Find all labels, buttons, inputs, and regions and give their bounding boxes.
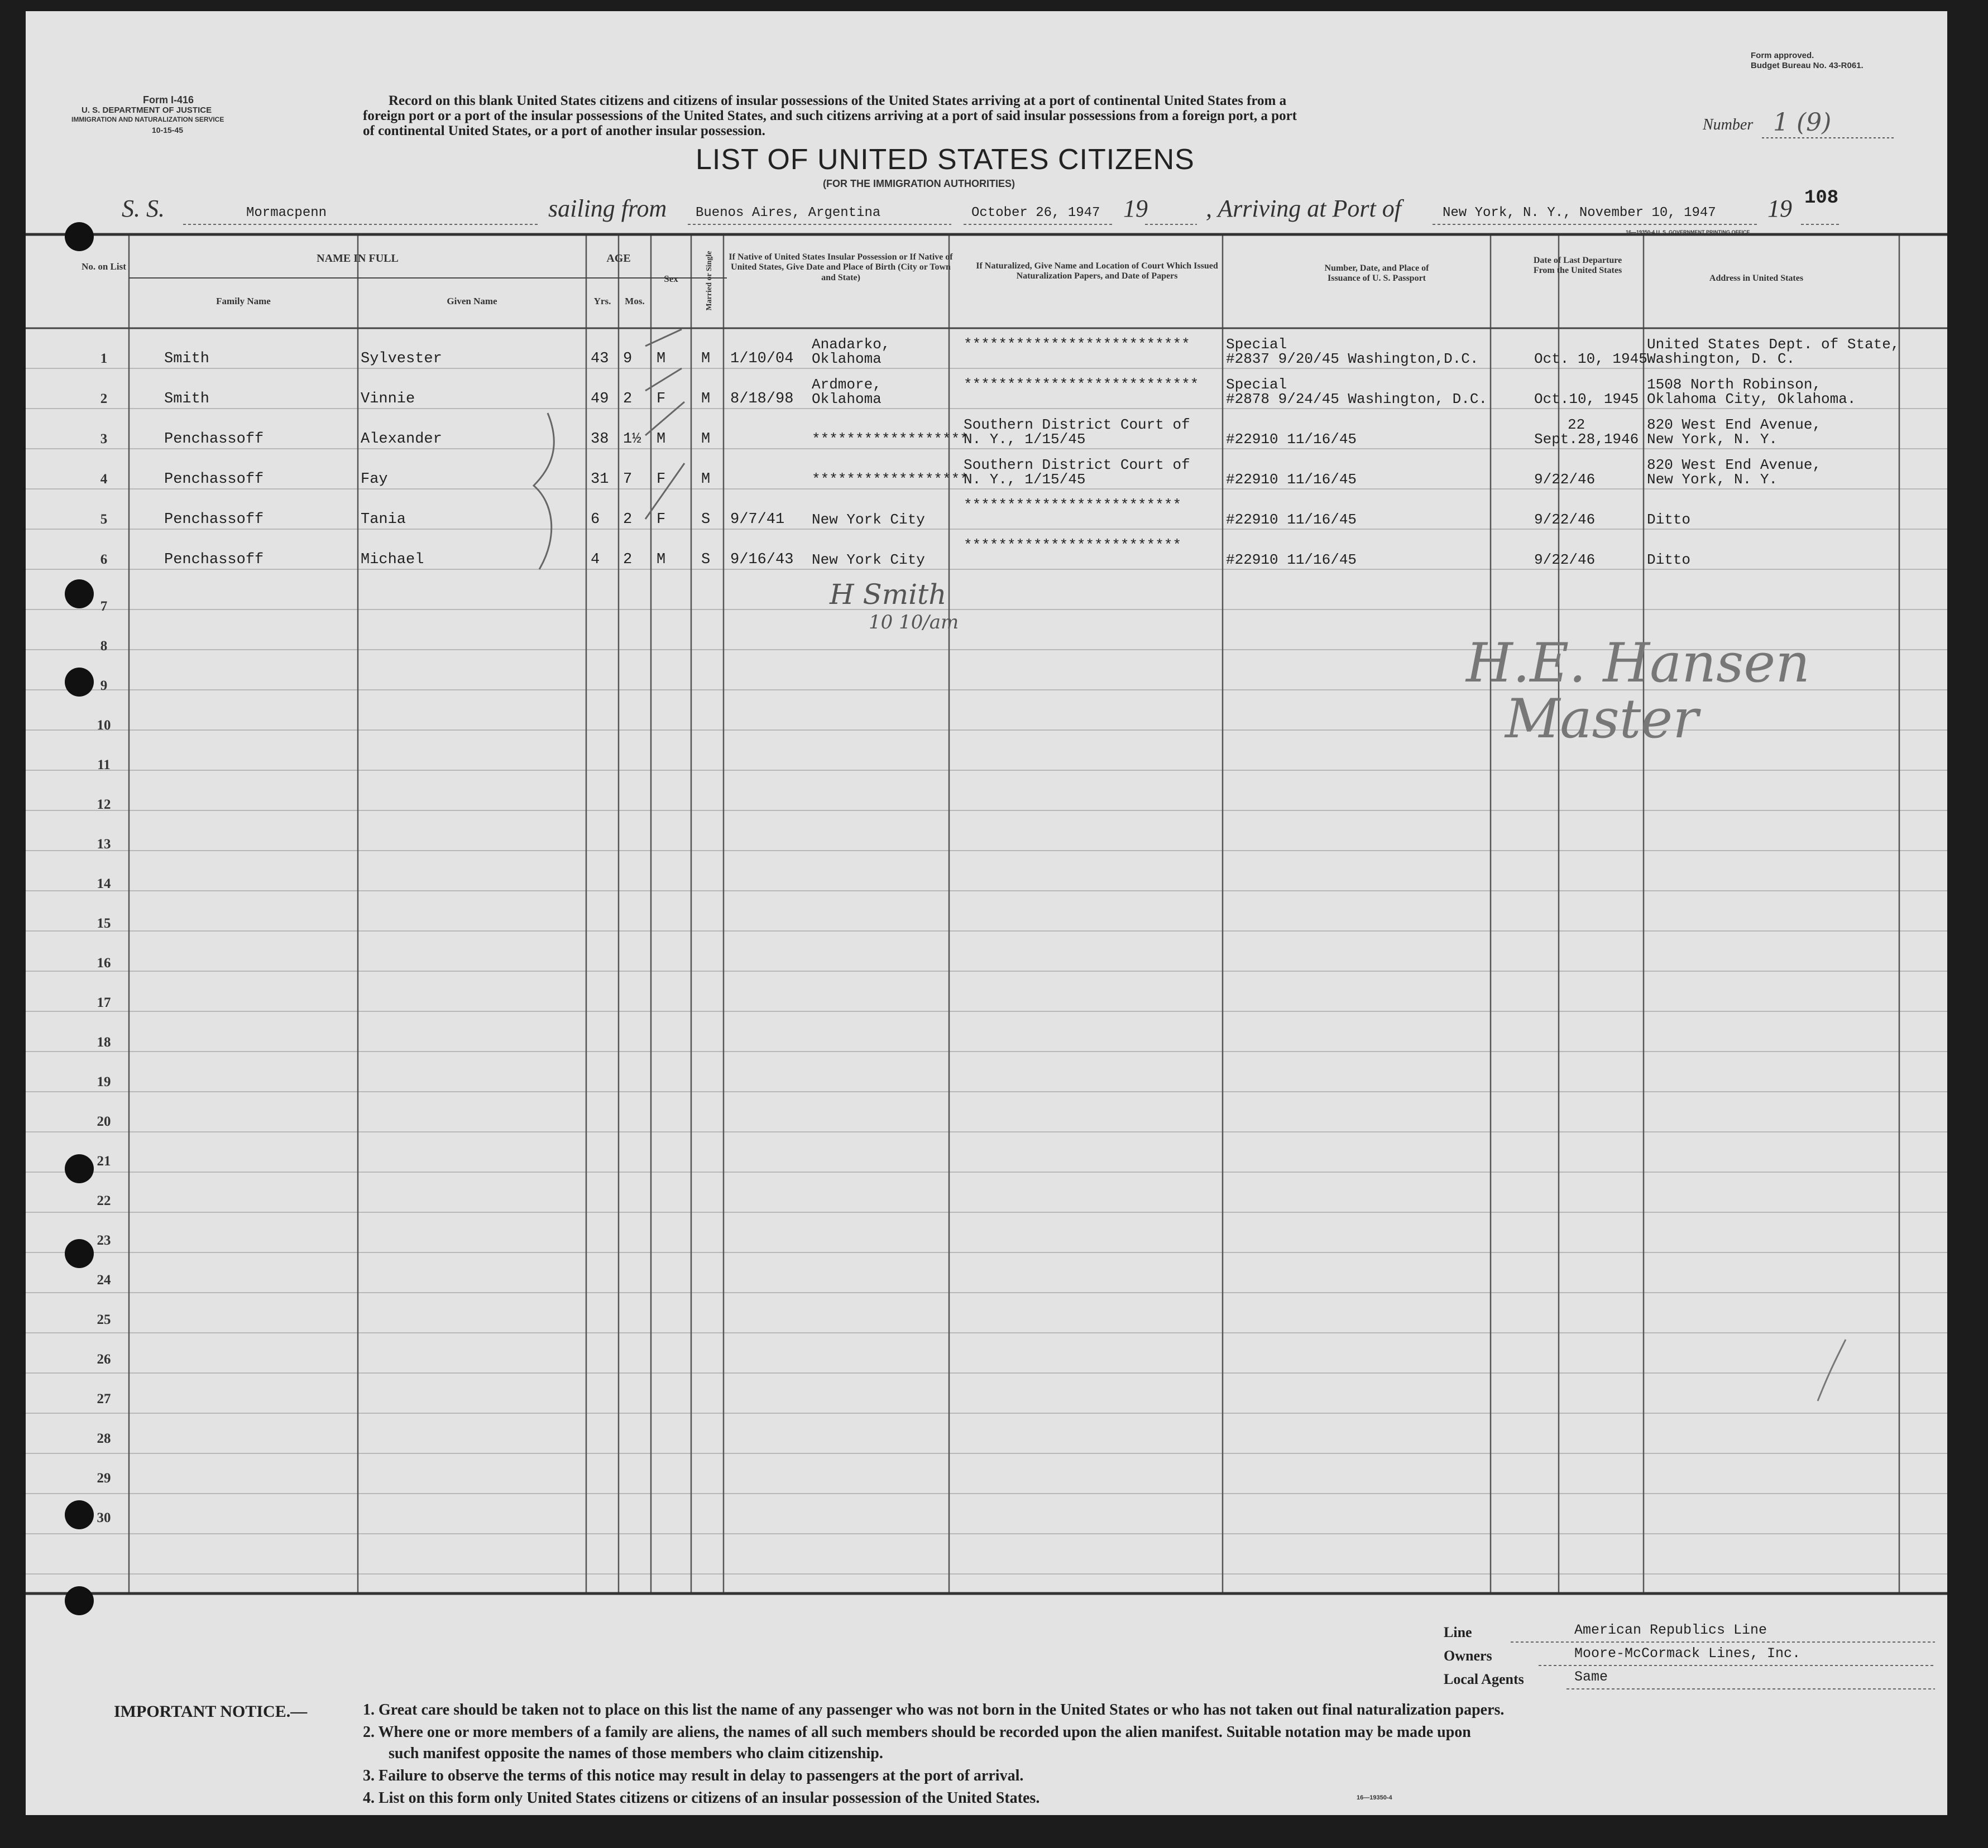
arriving-label: , Arriving at Port of [1206, 195, 1401, 222]
col-mos: Mos. [625, 296, 645, 306]
family-name: Smith [164, 391, 210, 407]
notice-item-4: 4. List on this form only United States citizens or citizens of an insular possession of the United States. [363, 1789, 1040, 1807]
birth-date: 1/10/04 [730, 351, 794, 367]
col-naturalized: If Naturalized, Give Name and Location of Court Which Issued Naturalization Papers, and Date of Papers [976, 261, 1218, 281]
row-number: 30 [97, 1510, 111, 1525]
notice-item-1: 1. Great care should be taken not to place on this list the name of any passenger who was not born in the United States or who has not taken out final naturalization papers. [363, 1701, 1505, 1719]
passport-type: Special [1226, 376, 1287, 393]
row-number: 3 [100, 431, 108, 447]
col-name-in-full: NAME IN FULL [317, 252, 399, 265]
passport-details: #2878 9/24/45 Washington, D.C. [1226, 391, 1488, 407]
ship-name: Mormacpenn [246, 205, 327, 220]
last-departure: Oct. 10, 1945 [1534, 351, 1647, 367]
passport-details: #22910 11/16/45 [1226, 551, 1357, 568]
age-years: 6 [591, 511, 600, 528]
owners-label: Owners [1444, 1648, 1492, 1664]
row-number: 12 [97, 797, 111, 812]
arrival-port: New York, N. Y., November 10, 1947 [1443, 205, 1716, 220]
birth-place: Ardmore, [812, 376, 882, 393]
family-name: Penchassoff [164, 511, 264, 528]
signature-title: Master [1505, 688, 1699, 750]
record-line-2: foreign port or a port of the insular possessions of the United States, and such citizens arriving at a port of said insular possessions from a foreign port, a port [363, 108, 1297, 123]
passport-details: #22910 11/16/45 [1226, 431, 1357, 448]
row-number: 29 [97, 1471, 111, 1486]
age-months: 7 [623, 471, 633, 488]
row-number: 21 [97, 1154, 111, 1169]
us-address: 1508 North Robinson, [1647, 376, 1822, 393]
married-or-single: M [701, 471, 711, 488]
initials: H Smith [830, 578, 947, 611]
married-or-single: M [701, 431, 711, 448]
age-years: 43 [591, 351, 609, 367]
given-name: Tania [361, 511, 406, 528]
sailing-label: sailing from [548, 195, 667, 222]
last-departure: Sept.28,1946 [1534, 431, 1639, 448]
agents-value: Same [1574, 1669, 1608, 1685]
ship-detail-underlines [1477, 1624, 1947, 1702]
given-name: Fay [361, 471, 388, 488]
naturalization-line-2: N. Y., 1/15/45 [964, 471, 1086, 488]
us-address: 820 West End Avenue, [1647, 416, 1822, 433]
printing-note: 16—19350-4 U. S. GOVERNMENT PRINTING OFFICE [1626, 229, 1750, 235]
record-line-3: of continental United States, or a port of another insular possession. [363, 123, 765, 138]
sex: F [657, 511, 666, 528]
passport-type: Special [1226, 336, 1287, 353]
last-departure: 9/22/46 [1534, 551, 1596, 568]
col-sex: Sex [664, 273, 678, 284]
birth-date: 8/18/98 [730, 391, 794, 407]
last-departure: Oct.10, 1945 [1534, 391, 1639, 407]
row-number: 4 [100, 472, 108, 487]
sex: F [657, 471, 666, 488]
row-number: 6 [100, 552, 108, 567]
row-number: 22 [97, 1193, 111, 1208]
col-last-departure: Date of Last Departure From the United States [1533, 256, 1622, 276]
row-number: 7 [100, 599, 108, 614]
birth-place-line-2: New York City [812, 511, 925, 528]
row-number: 25 [97, 1312, 111, 1327]
birth-place-line-2: New York City [812, 551, 925, 568]
age-months: 1½ [623, 431, 641, 448]
birth-place-line-2: Oklahoma [812, 391, 882, 407]
check-mark [645, 402, 684, 435]
department: U. S. DEPARTMENT OF JUSTICE [82, 105, 212, 115]
row-number: 19 [97, 1074, 111, 1089]
row-number: 10 [97, 718, 111, 733]
age-months: 2 [623, 551, 633, 568]
row-number: 28 [97, 1431, 111, 1446]
col-passport: Number, Date, and Place of Issuance of U. S. Passport [1324, 263, 1429, 284]
married-or-single: S [701, 551, 711, 568]
sex: F [657, 391, 666, 407]
form-id: Form I-416 [143, 94, 194, 105]
naturalization-line-2: N. Y., 1/15/45 [964, 431, 1086, 448]
form-date: 10-15-45 [152, 126, 184, 135]
us-address-line-2: Oklahoma City, Oklahoma. [1647, 391, 1856, 407]
row-number: 9 [100, 678, 108, 693]
handwritten-marks [26, 11, 1947, 1815]
row-number: 18 [97, 1035, 111, 1050]
col-given-name: Given Name [447, 296, 497, 306]
row-number: 26 [97, 1352, 111, 1367]
row-number: 20 [97, 1114, 111, 1129]
page-stamp: 108 [1804, 188, 1839, 209]
row-number: 27 [97, 1391, 111, 1407]
col-yrs: Yrs. [593, 296, 611, 306]
departure-correction: 22 [1568, 416, 1585, 433]
notice-item-3: 3. Failure to observe the terms of this notice may result in delay to passengers at the port of arrival. [363, 1767, 1024, 1784]
record-line-1: Record on this blank United States citizens and citizens of insular possessions of the United States arriving at a port of continental United States from a [389, 93, 1287, 108]
row-number: 14 [97, 876, 111, 891]
sex: M [657, 351, 666, 367]
row-number: 2 [100, 391, 108, 406]
check-mark [645, 329, 682, 346]
us-address-line-2: New York, N. Y. [1647, 471, 1778, 488]
us-address-line-2: New York, N. Y. [1647, 431, 1778, 448]
birth-date: 9/16/43 [730, 551, 794, 568]
birth-date: 9/7/41 [730, 511, 785, 528]
line-label: Line [1444, 1624, 1472, 1640]
age-years: 38 [591, 431, 609, 448]
family-name: Penchassoff [164, 471, 264, 488]
master-signature: H.E. Hansen [1466, 632, 1810, 694]
passport-details: #2837 9/20/45 Washington,D.C. [1226, 351, 1479, 367]
year-prefix-1: 19 [1123, 195, 1148, 222]
naturalization: Southern District Court of [964, 416, 1190, 433]
given-name: Vinnie [361, 391, 415, 407]
page-subtitle: (FOR THE IMMIGRATION AUTHORITIES) [823, 178, 1015, 189]
row-number: 17 [97, 995, 111, 1010]
col-family-name: Family Name [216, 296, 271, 306]
family-name: Smith [164, 351, 210, 367]
naturalization: Southern District Court of [964, 457, 1190, 473]
age-years: 31 [591, 471, 609, 488]
us-address-line-2: Ditto [1647, 511, 1691, 528]
col-native-birth: If Native of United States Insular Possession or If Native of United States, Give Date and Place of Birth (City or Town and State) [729, 252, 953, 282]
age-years: 4 [591, 551, 600, 568]
age-months: 9 [623, 351, 633, 367]
budget-bureau-line: Budget Bureau No. 43-R061. [1751, 61, 1864, 70]
row-number: 24 [97, 1273, 111, 1288]
stroke-mark [1818, 1340, 1846, 1401]
given-name: Sylvester [361, 351, 442, 367]
check-mark [645, 368, 682, 391]
given-name: Michael [361, 551, 424, 568]
age-months: 2 [623, 511, 633, 528]
sailing-date: October 26, 1947 [971, 205, 1100, 220]
row-number: 1 [100, 351, 108, 366]
naturalization: ************************** [964, 336, 1190, 353]
married-or-single: M [701, 351, 711, 367]
notice-heading: IMPORTANT NOTICE.— [114, 1702, 308, 1721]
married-or-single: M [701, 391, 711, 407]
manifest-sheet [26, 11, 1947, 1815]
sex: M [657, 551, 666, 568]
col-married-or-single: Married or Single [705, 251, 713, 311]
us-address: 820 West End Avenue, [1647, 457, 1822, 473]
owners-value: Moore-McCormack Lines, Inc. [1574, 1645, 1801, 1662]
family-name: Penchassoff [164, 431, 264, 448]
birth-place-line-2: ****************** [812, 471, 969, 488]
row-number: 16 [97, 956, 111, 971]
birth-place-line-2: Oklahoma [812, 351, 882, 367]
footer-code: 16—19350-4 [1357, 1794, 1392, 1801]
birth-place-line-2: ****************** [812, 431, 969, 448]
initials-note: 10 10/am [869, 611, 959, 633]
service: IMMIGRATION AND NATURALIZATION SERVICE [71, 116, 224, 123]
us-address-line-2: Washington, D. C. [1647, 351, 1795, 367]
family-name: Penchassoff [164, 551, 264, 568]
approval-line: Form approved. [1751, 51, 1814, 60]
col-age: AGE [606, 252, 631, 265]
last-departure: 9/22/46 [1534, 471, 1596, 488]
passport-details: #22910 11/16/45 [1226, 471, 1357, 488]
row-number: 5 [100, 512, 108, 527]
age-years: 49 [591, 391, 609, 407]
line-value: American Republics Line [1574, 1622, 1767, 1638]
birth-place: Anadarko, [812, 336, 890, 353]
agents-label: Local Agents [1444, 1671, 1524, 1687]
row-number: 23 [97, 1233, 111, 1248]
check-mark [645, 463, 684, 519]
us-address: United States Dept. of State, [1647, 336, 1900, 353]
naturalization: ************************* [964, 537, 1182, 554]
col-address: Address in United States [1709, 273, 1804, 283]
row-number: 13 [97, 837, 111, 852]
ss-label: S. S. [122, 195, 165, 222]
naturalization: ************************* [964, 497, 1182, 513]
row-number: 8 [100, 639, 108, 654]
year-prefix-2: 19 [1767, 195, 1792, 222]
row-number: 11 [97, 757, 111, 772]
number-label: Number [1703, 116, 1754, 133]
last-departure: 9/22/46 [1534, 511, 1596, 528]
row-number: 15 [97, 916, 111, 931]
given-name: Alexander [361, 431, 442, 448]
age-months: 2 [623, 391, 633, 407]
notice-item-2-cont: such manifest opposite the names of those members who claim citizenship. [389, 1745, 883, 1762]
sex: M [657, 431, 666, 448]
sailing-from: Buenos Aires, Argentina [696, 205, 881, 220]
number-value: 1 (9) [1773, 108, 1832, 137]
family-bracket [534, 413, 554, 569]
married-or-single: S [701, 511, 711, 528]
passport-details: #22910 11/16/45 [1226, 511, 1357, 528]
notice-item-2: 2. Where one or more members of a family are aliens, the names of all such members should be recorded upon the alien manifest. Suitable notation may be made upon [363, 1724, 1471, 1741]
col-no-on-list: No. on List [82, 261, 126, 272]
page-title: LIST OF UNITED STATES CITIZENS [696, 143, 1195, 176]
naturalization: *************************** [964, 376, 1199, 393]
us-address-line-2: Ditto [1647, 551, 1691, 568]
